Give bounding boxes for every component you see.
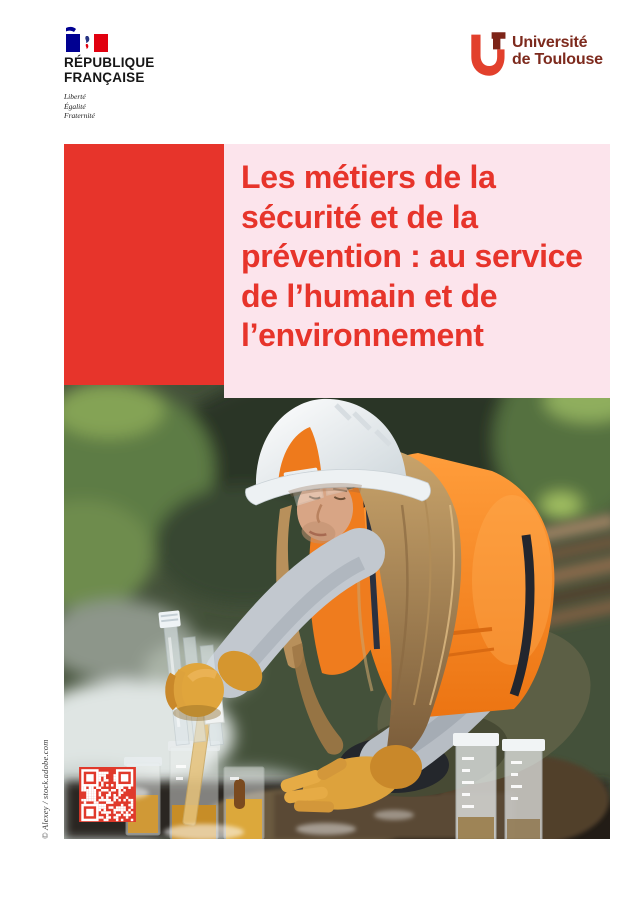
ut-name-line1: Université [512, 34, 588, 51]
title-line-2: sécurité et de la [241, 198, 478, 235]
title-line-3: prévention : au service [241, 238, 583, 274]
cover-title [241, 158, 601, 356]
title-line-5: l’environnement [241, 317, 484, 353]
universite-toulouse-logo [468, 30, 603, 78]
rf-motto [64, 92, 214, 121]
rf-wordmark-line2: FRANÇAISE [64, 70, 145, 85]
photo-scene [64, 385, 610, 839]
qr-code-icon [79, 767, 136, 822]
rf-motto-egalite: Égalité [64, 101, 86, 111]
red-accent-block [64, 144, 224, 385]
republique-francaise-logo [64, 26, 214, 121]
rf-motto-liberte: Liberté [64, 92, 86, 101]
title-line-1: Les métiers de la [241, 159, 496, 195]
cover-photo [64, 385, 610, 839]
ut-name-line2: de Toulouse [512, 50, 603, 68]
title-panel [224, 144, 610, 398]
qr-code [79, 767, 136, 822]
title-line-4: de l’humain et de [241, 277, 498, 314]
french-flag-marianne-icon [64, 26, 110, 53]
ut-monogram-icon [468, 30, 506, 78]
ut-logo-text [512, 35, 603, 68]
rf-motto-fraternite: Fraternité [64, 111, 95, 120]
photo-credit: © Alexey / stock.adobe.com [40, 739, 50, 839]
rf-wordmark-line1: RÉPUBLIQUE [64, 55, 155, 70]
